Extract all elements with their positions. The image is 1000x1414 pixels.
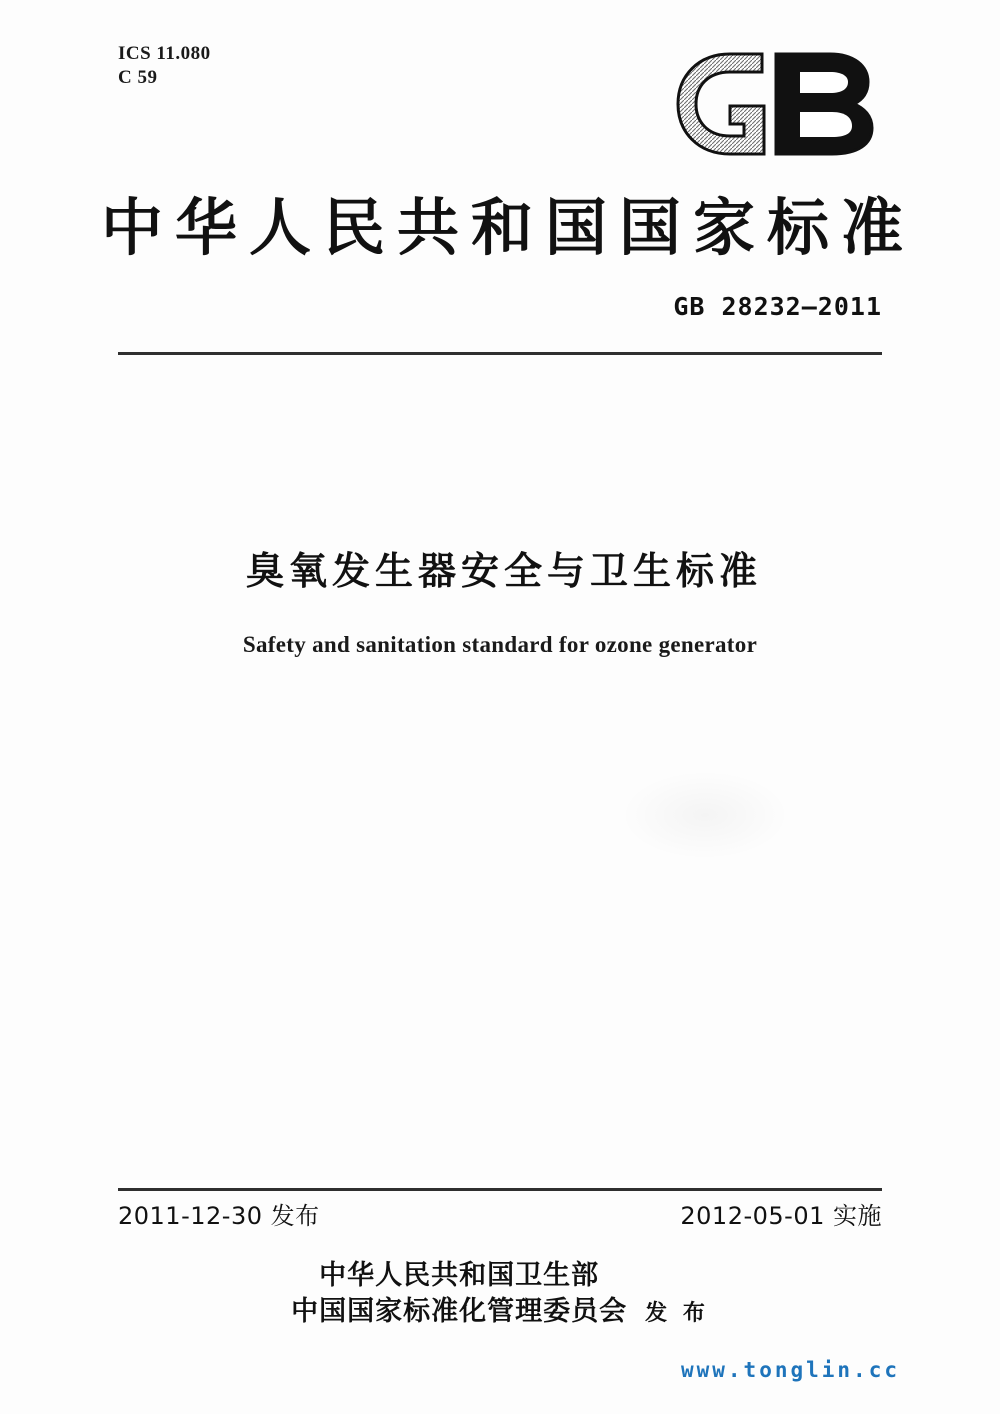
- page-title: 中华人民共和国国家标准: [100, 191, 915, 264]
- watermark-url: www.tonglin.cc: [680, 1358, 900, 1382]
- issue-label: 发 布: [645, 1300, 709, 1326]
- document-title-english: Safety and sanitation standard for ozone generator: [242, 632, 758, 657]
- publish-date: 2011-12-30 发布: [118, 1202, 320, 1230]
- issuer-names: [291, 1258, 627, 1331]
- classification-code: C 59: [118, 66, 158, 88]
- gb-logo-icon: [672, 48, 892, 160]
- ics-classification-block: [118, 42, 211, 90]
- issuer-block: [0, 1258, 1000, 1331]
- standard-number: GB 28232—2011: [673, 292, 882, 321]
- issuer-line-1: 中华人民共和国卫生部: [319, 1260, 600, 1291]
- paper-blotch: [620, 770, 790, 860]
- issuer-line-2: 中国国家标准化管理委员会: [291, 1296, 628, 1328]
- divider-top: [118, 352, 882, 355]
- document-title-chinese: 臭氧发生器安全与卫生标准: [245, 549, 762, 593]
- effective-date: 2012-05-01 实施: [680, 1202, 882, 1230]
- divider-bottom: [118, 1188, 882, 1191]
- ics-code: ICS 11.080: [118, 43, 211, 64]
